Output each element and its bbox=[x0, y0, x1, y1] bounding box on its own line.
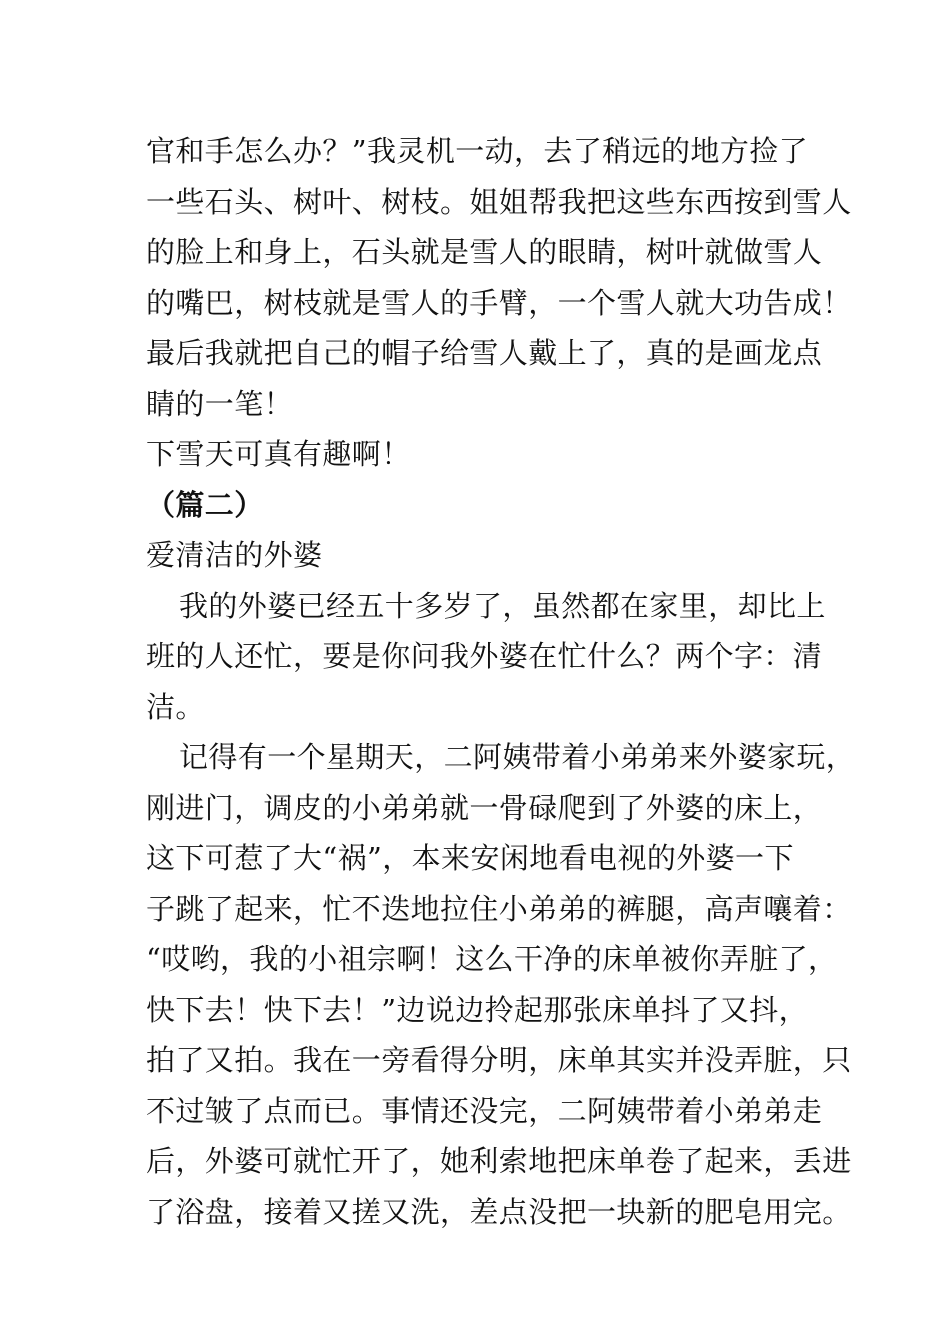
text-line: 拍了又拍。我在一旁看得分明，床单其实并没弄脏，只 bbox=[146, 1043, 852, 1077]
text-line: “哎哟，我的小祖宗啊！这么干净的床单被你弄脏了， bbox=[146, 942, 838, 976]
text-line: 的嘴巴，树枝就是雪人的手臂，一个雪人就大功告成！ bbox=[146, 285, 852, 320]
text-line: 下雪天可真有趣啊！ bbox=[146, 437, 411, 471]
text-line: 的脸上和身上，石头就是雪人的眼睛，树叶就做雪人 bbox=[146, 235, 823, 269]
text-line: 记得有一个星期天，二阿姨带着小弟弟来外婆家玩， bbox=[179, 740, 856, 774]
body-text bbox=[146, 126, 856, 1237]
text-line: 刚进门，调皮的小弟弟就一骨碌爬到了外婆的床上， bbox=[146, 790, 823, 825]
text-line: 洁。 bbox=[146, 689, 205, 724]
text-line: 官和手怎么办？”我灵机一动，去了稍远的地方捡了 bbox=[146, 134, 809, 168]
text-line: 睛的一笔！ bbox=[146, 386, 294, 421]
text-line: 不过皱了点而已。事情还没完，二阿姨带着小弟弟走 bbox=[146, 1093, 823, 1128]
text-line: 了浴盘，接着又搓又洗，差点没把一块新的肥皂用完。 bbox=[146, 1194, 852, 1229]
text-line: 这下可惹了大“祸”，本来安闲地看电视的外婆一下 bbox=[146, 841, 794, 875]
section-heading: （篇二） bbox=[146, 487, 264, 522]
text-line: 班的人还忙，要是你问我外婆在忙什么？两个字：清 bbox=[146, 639, 823, 673]
text-line: 子跳了起来，忙不迭地拉住小弟弟的裤腿，高声嚷着： bbox=[146, 891, 852, 926]
text-line: 一些石头、树叶、树枝。姐姐帮我把这些东西按到雪人 bbox=[146, 184, 852, 219]
text-line: 爱清洁的外婆 bbox=[146, 538, 323, 572]
text-line: 最后我就把自己的帽子给雪人戴上了，真的是画龙点 bbox=[146, 336, 823, 370]
text-line: 后，外婆可就忙开了，她利索地把床单卷了起来，丢进 bbox=[146, 1144, 852, 1178]
text-line: 我的外婆已经五十多岁了，虽然都在家里，却比上 bbox=[179, 588, 826, 623]
text-line: 快下去！快下去！”边说边拎起那张床单抖了又抖， bbox=[146, 992, 809, 1027]
